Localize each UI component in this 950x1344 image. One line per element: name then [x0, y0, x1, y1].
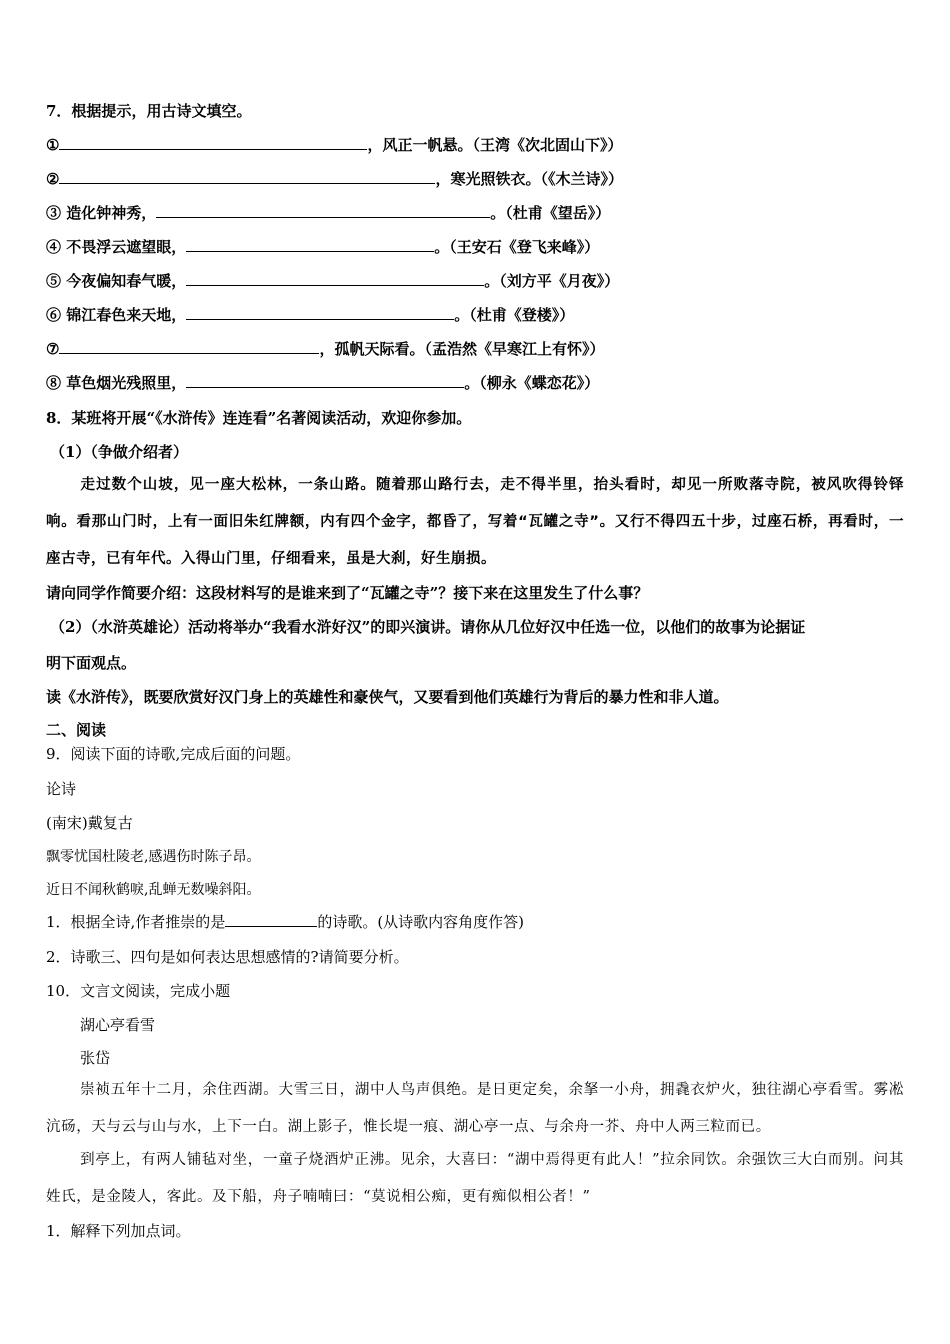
q7-item-1-before: ①: [46, 136, 60, 154]
q9-sub1-before: 1．根据全诗,作者推崇的是: [46, 913, 226, 931]
q10-para1-text: 崇祯五年十二月，余住西湖。大雪三日，湖中人鸟声俱绝。是日更定矣，余拏一小舟，拥毳衣炉火，独往湖心亭看雪。雾凇沆砀，天与云与山与水，上下一白。湖上影子，惟长堤一痕、湖心亭一点、与余舟一芥、舟中人两三粒而已。: [46, 1082, 904, 1135]
q7-item-7-after: ，孤帆天际看。（孟浩然《早寒江上有怀》）: [319, 340, 605, 358]
q7-item-5-blank[interactable]: [186, 271, 484, 286]
q7-item-1-after: ，风正一帆悬。（王湾《次北固山下》）: [367, 136, 623, 154]
q8-viewpoint: 读《水浒传》，既要欣赏好汉门身上的英雄性和豪侠气，又要看到他们英雄行为背后的暴力性和非人道。: [46, 688, 729, 706]
q10-sub1: 1．解释下列加点词。: [46, 1222, 191, 1240]
q10-para2-text: 到亭上，有两人铺毡对坐，一童子烧酒炉正沸。见余，大喜曰：“湖中焉得更有此人！”拉余同饮。余强饮三大白而别。问其姓氏，是金陵人，客此。及下船，舟子喃喃曰：“莫说相公痴，更有痴似相公者！”: [46, 1152, 904, 1205]
q8-part2-line2: 明下面观点。: [46, 654, 137, 672]
q7-item-8-before: ⑧ 草色烟光残照里，: [46, 374, 187, 392]
q9-sub1-blank[interactable]: [225, 912, 317, 927]
q7-item-6-blank[interactable]: [186, 305, 454, 320]
q7-item-3: [46, 203, 610, 223]
q7-item-2: [46, 169, 623, 189]
q7-item-3-after: 。（杜甫《望岳》）: [490, 204, 611, 222]
q7-item-2-blank[interactable]: [59, 169, 435, 184]
q7-item-4-blank[interactable]: [186, 237, 434, 252]
q8-part1-title: （1）（争做介绍者）: [50, 443, 188, 461]
q7-item-2-before: ②: [46, 170, 60, 188]
q7-item-7-blank[interactable]: [59, 339, 319, 354]
q10-text-author: 张岱: [80, 1049, 111, 1067]
q7-item-3-before: ③ 造化钟神秀，: [46, 204, 157, 222]
q7-item-5-before: ⑤ 今夜偏知春气暖，: [46, 272, 187, 290]
q7-item-4-after: 。（王安石《登飞来峰》）: [434, 238, 600, 256]
q7-item-5-after: 。（刘方平《月夜》）: [484, 272, 620, 290]
q7-item-7-before: ⑦: [46, 340, 60, 358]
q7-item-2-after: ，寒光照铁衣。（《木兰诗》）: [435, 170, 623, 188]
q9-poem-author: (南宋)戴复古: [46, 814, 133, 832]
q9-poem-line2: 近日不闻秋鹤唳,乱蝉无数噪斜阳。: [46, 882, 261, 898]
q10-title: 10．文言文阅读，完成小题: [46, 982, 231, 1000]
q8-passage: [46, 467, 904, 578]
q9-sub1: [46, 912, 524, 932]
q7-item-8: [46, 373, 599, 393]
q7-item-3-blank[interactable]: [156, 203, 490, 218]
q7-item-1: [46, 135, 622, 155]
q9-poem-title: 论诗: [46, 780, 77, 798]
q10-para2: [46, 1142, 904, 1216]
q7-item-7: [46, 339, 604, 359]
q8-part1-question: 请向同学作简要介绍：这段材料写的是谁来到了“瓦罐之寺”？接下来在这里发生了什么事？: [46, 584, 649, 602]
section-reading-title: 二、阅读: [46, 721, 107, 739]
q7-item-6-after: 。（杜甫《登楼》）: [454, 306, 575, 324]
q9-sub2: 2．诗歌三、四句是如何表达思想感情的?请简要分析。: [46, 948, 409, 966]
q7-item-5: [46, 271, 619, 291]
q8-passage-text: 走过数个山坡，见一座大松林，一条山路。随着那山路行去，走不得半里，抬头看时，却见一所败落寺院，被风吹得铃铎响。看那山门时，上有一面旧朱红牌额，内有四个金字，都昏了，写着“瓦罐之寺”。又行不得四五十步，过座石桥，再看时，一座古寺，已有年代。入得山门里，仔细看来，虽是大刹，好生崩损。: [46, 477, 904, 567]
q9-sub1-after: 的诗歌。(从诗歌内容角度作答): [317, 913, 525, 931]
q9-poem-line1: 飘零忧国杜陵老,感遇伤时陈子昂。: [46, 849, 261, 865]
q7-item-6-before: ⑥ 锦江春色来天地，: [46, 306, 187, 324]
q8-part2-line1: （2）（水浒英雄论）活动将举办“我看水浒好汉”的即兴演讲。请你从几位好汉中任选一位，以他们的故事为论据证: [50, 618, 806, 636]
q7-item-4-before: ④ 不畏浮云遮望眼，: [46, 238, 187, 256]
q7-item-8-blank[interactable]: [186, 373, 464, 388]
q7-item-6: [46, 305, 574, 325]
q10-para1: [46, 1072, 904, 1146]
q7-item-8-after: 。（柳永《蝶恋花》）: [464, 374, 600, 392]
q7-title: 7．根据提示，用古诗文填空。: [46, 102, 252, 120]
q7-item-4: [46, 237, 599, 257]
q9-title: 9．阅读下面的诗歌,完成后面的问题。: [46, 745, 301, 763]
q8-title: 8．某班将开展“《水浒传》连连看”名著阅读活动，欢迎你参加。: [46, 409, 472, 427]
q7-item-1-blank[interactable]: [59, 135, 367, 150]
q10-text-title: 湖心亭看雪: [80, 1016, 156, 1034]
